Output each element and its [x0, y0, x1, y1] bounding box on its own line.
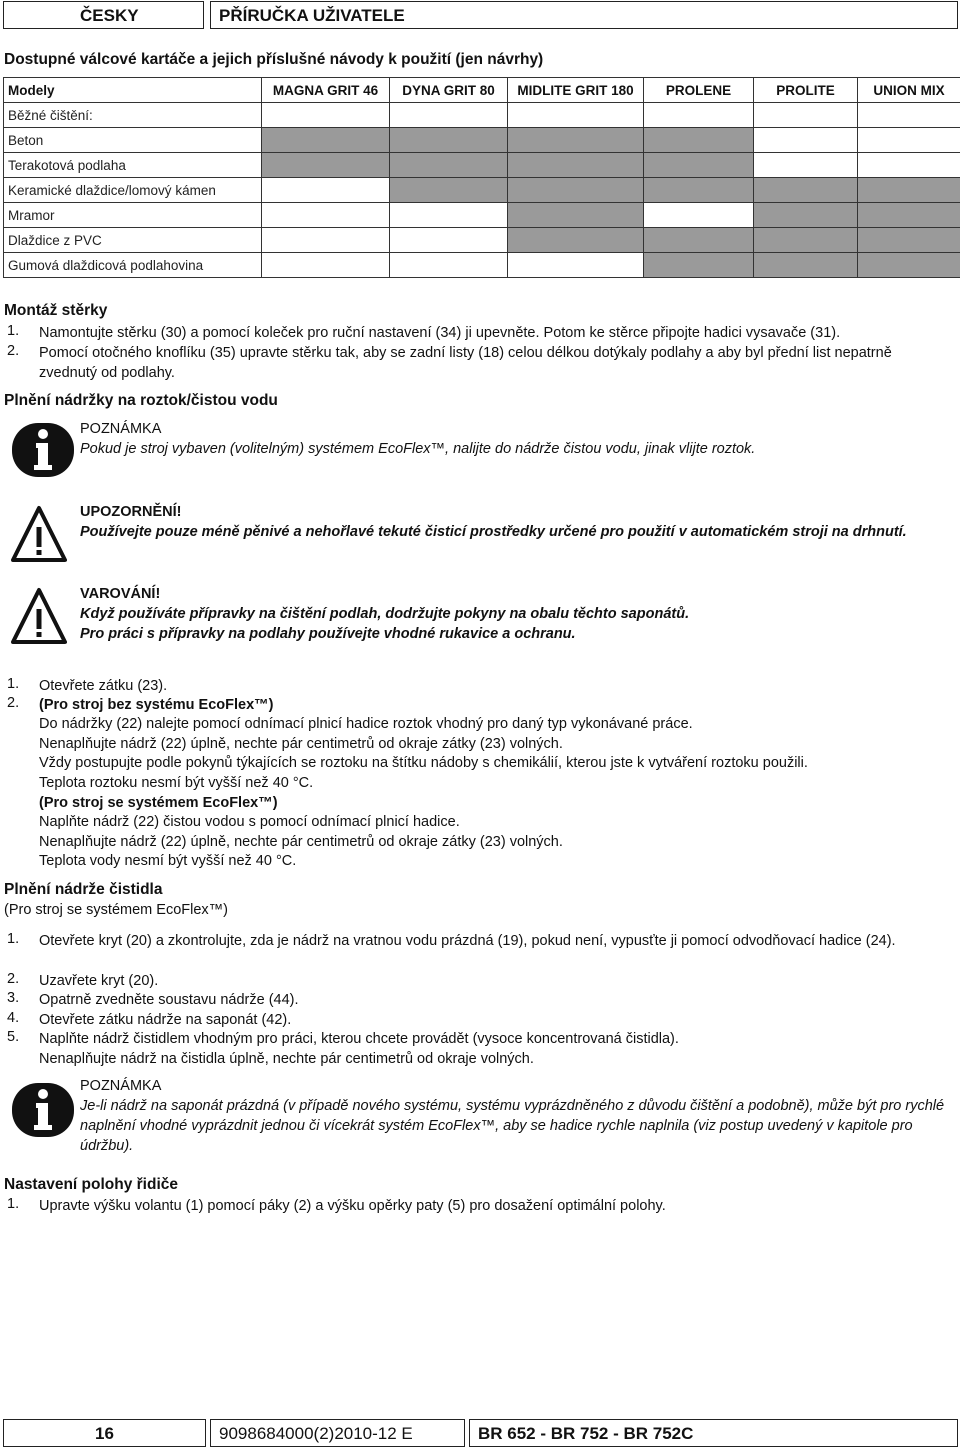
- empty-cell: [262, 253, 390, 278]
- empty-cell: [644, 203, 754, 228]
- tank-step-2-line: Nenaplňujte nádrž (22) úplně, nechte pár centimetrů od okraje zátky (23) volných.: [39, 736, 563, 752]
- step-number: 2.: [7, 695, 20, 711]
- table-row: [4, 128, 960, 153]
- column-header: PROLITE: [754, 78, 858, 103]
- driver-step-1: Upravte výšku volantu (1) pomocí páky (2) a výšku opěrky paty (5) pro dosažení optimální polohy.: [39, 1198, 666, 1214]
- column-header: Modely: [4, 78, 262, 103]
- recommended-cell: [390, 128, 508, 153]
- tank-step-1: Otevřete zátku (23).: [39, 678, 168, 694]
- driver-title: Nastavení polohy řidiče: [4, 1176, 178, 1193]
- language-label: ČESKY: [3, 1, 204, 29]
- detergent-step-3: Opatrně zvedněte soustavu nádrže (44).: [39, 992, 299, 1008]
- detergent-step-5-extra: Nenaplňujte nádrž na čistidla úplně, nechte pár centimetrů od okraje volných.: [39, 1051, 534, 1067]
- empty-cell: [754, 153, 858, 178]
- brush-table: [3, 77, 960, 278]
- table-row: [4, 253, 960, 278]
- note-text: Je-li nádrž na saponát prázdná (v případě nového systému, systému vyprázdněného z důvodu čištění a podobně), může být pro rychlé naplnění vhodné vyprázdnit jednou či vícekrát systém EcoFlex™, aby se hadice rychle naplnila (viz postup uvedený v kapitole pro údržbu).: [80, 1098, 945, 1154]
- empty-cell: [754, 103, 858, 128]
- recommended-cell: [644, 178, 754, 203]
- tank-step-2b-head: (Pro stroj se systémem EcoFlex™): [39, 795, 278, 811]
- table-body: [4, 103, 960, 278]
- brush-table-title: Dostupné válcové kartáče a jejich příslušné návody k použití (jen návrhy): [4, 51, 544, 68]
- step-number: 4.: [7, 1010, 20, 1026]
- recommended-cell: [390, 153, 508, 178]
- empty-cell: [262, 203, 390, 228]
- tank-step-2-line: Teplota roztoku nesmí být vyšší než 40 °C.: [39, 775, 314, 791]
- warning-line-2: Pro práci s přípravky na podlahy používejte vhodné rukavice a ochranu.: [80, 626, 576, 642]
- squeegee-step-1: Namontujte stěrku (30) a pomocí koleček pro ruční nastavení (34) ji upevněte. Potom ke stěrce připojte hadici vysavače (31).: [39, 325, 841, 341]
- table-row: [4, 153, 960, 178]
- empty-cell: [390, 228, 508, 253]
- row-label: Mramor: [4, 203, 262, 228]
- table-row: [4, 178, 960, 203]
- empty-cell: [644, 103, 754, 128]
- empty-cell: [508, 253, 644, 278]
- model-label: BR 652 - BR 752 - BR 752C: [469, 1419, 958, 1447]
- empty-cell: [754, 128, 858, 153]
- step-number: 1.: [7, 323, 20, 339]
- recommended-cell: [390, 178, 508, 203]
- info-icon: [12, 423, 74, 477]
- note-label: POZNÁMKA: [80, 1078, 162, 1094]
- recommended-cell: [644, 128, 754, 153]
- column-header: DYNA GRIT 80: [390, 78, 508, 103]
- empty-cell: [390, 253, 508, 278]
- recommended-cell: [858, 228, 960, 253]
- recommended-cell: [858, 178, 960, 203]
- warning-label: VAROVÁNÍ!: [80, 586, 161, 602]
- recommended-cell: [262, 128, 390, 153]
- empty-cell: [858, 128, 960, 153]
- row-label: Dlaždice z PVC: [4, 228, 262, 253]
- caution-label: UPOZORNĚNÍ!: [80, 504, 182, 520]
- empty-cell: [858, 103, 960, 128]
- step-number: 1.: [7, 931, 20, 947]
- table-row: [4, 228, 960, 253]
- detergent-title: Plnění nádrže čistidla: [4, 881, 163, 898]
- empty-cell: [262, 103, 390, 128]
- squeegee-title: Montáž stěrky: [4, 302, 108, 319]
- recommended-cell: [858, 203, 960, 228]
- row-label: Keramické dlaždice/lomový kámen: [4, 178, 262, 203]
- detergent-step-4: Otevřete zátku nádrže na saponát (42).: [39, 1012, 292, 1028]
- info-icon: [12, 1083, 74, 1137]
- table-header-row: [4, 78, 960, 103]
- recommended-cell: [508, 178, 644, 203]
- column-header: MAGNA GRIT 46: [262, 78, 390, 103]
- tank-step-2b-line: Teplota vody nesmí být vyšší než 40 °C.: [39, 853, 297, 869]
- recommended-cell: [508, 203, 644, 228]
- detergent-subtitle: (Pro stroj se systémem EcoFlex™): [4, 902, 228, 918]
- empty-cell: [262, 178, 390, 203]
- recommended-cell: [858, 253, 960, 278]
- document-code: 9098684000(2)2010-12 E: [210, 1419, 465, 1447]
- empty-cell: [508, 103, 644, 128]
- step-number: 2.: [7, 971, 20, 987]
- row-label: Gumová dlaždicová podlahovina: [4, 253, 262, 278]
- recommended-cell: [754, 178, 858, 203]
- tank-step-2-line: Vždy postupujte podle pokynů týkajících se roztoku na štítku nádoby s chemikálií, kterou jste k vytváření roztoku použili.: [39, 755, 808, 771]
- detergent-step-1: Otevřete kryt (20) a zkontrolujte, zda je nádrž na vratnou vodu prázdná (19), pokud není, vypusťte ji pomocí odvodňovací hadice (24).: [39, 933, 896, 949]
- tank-step-2b-line: Nenaplňujte nádrž (22) úplně, nechte pár centimetrů od okraje zátky (23) volných.: [39, 834, 563, 850]
- detergent-step-2: Uzavřete kryt (20).: [39, 973, 159, 989]
- step-number: 2.: [7, 343, 20, 359]
- tank-title: Plnění nádržky na roztok/čistou vodu: [4, 392, 278, 409]
- recommended-cell: [262, 153, 390, 178]
- manual-title: PŘÍRUČKA UŽIVATELE: [210, 1, 958, 29]
- step-number: 3.: [7, 990, 20, 1006]
- detergent-step-5: Naplňte nádrž čistidlem vhodným pro práci, kterou chcete provádět (vysoce koncentrovaná čistidla).: [39, 1031, 679, 1047]
- recommended-cell: [644, 153, 754, 178]
- empty-cell: [390, 203, 508, 228]
- caution-icon: [11, 505, 67, 563]
- note-text: Pokud je stroj vybaven (volitelným) systémem EcoFlex™, nalijte do nádrže čistou vodu, jinak vlijte roztok.: [80, 441, 756, 457]
- recommended-cell: [508, 128, 644, 153]
- recommended-cell: [508, 228, 644, 253]
- caution-text: Používejte pouze méně pěnivé a nehořlavé tekuté čisticí prostředky určené pro použití v automatickém stroji na drhnutí.: [80, 524, 907, 540]
- squeegee-step-2: Pomocí otočného knoflíku (35) upravte stěrku tak, aby se zadní listy (18) celou délkou dotýkaly podlahy a aby byl přední list nepatrně zvednutý od podlahy.: [39, 345, 892, 381]
- step-number: 1.: [7, 1196, 20, 1212]
- tank-step-2-line: Do nádržky (22) nalejte pomocí odnímací plnicí hadice roztok vhodný pro daný typ vykonávané práce.: [39, 716, 693, 732]
- column-header: MIDLITE GRIT 180: [508, 78, 644, 103]
- column-header: UNION MIX: [858, 78, 960, 103]
- page-number: 16: [3, 1419, 206, 1447]
- tank-step-2-head: (Pro stroj bez systému EcoFlex™): [39, 697, 274, 713]
- empty-cell: [390, 103, 508, 128]
- table-row: [4, 103, 960, 128]
- empty-cell: [858, 153, 960, 178]
- recommended-cell: [644, 228, 754, 253]
- recommended-cell: [754, 228, 858, 253]
- recommended-cell: [754, 203, 858, 228]
- recommended-cell: [508, 153, 644, 178]
- warning-icon: [11, 587, 67, 645]
- table-row: [4, 203, 960, 228]
- recommended-cell: [644, 253, 754, 278]
- tank-step-2b-line: Naplňte nádrž (22) čistou vodou s pomocí odnímací plnicí hadice.: [39, 814, 460, 830]
- warning-line-1: Když používáte přípravky na čištění podlah, dodržujte pokyny na obalu těchto saponátů.: [80, 606, 690, 622]
- row-label: Beton: [4, 128, 262, 153]
- recommended-cell: [754, 253, 858, 278]
- column-header: PROLENE: [644, 78, 754, 103]
- row-label: Terakotová podlaha: [4, 153, 262, 178]
- step-number: 1.: [7, 676, 20, 692]
- empty-cell: [262, 228, 390, 253]
- note-label: POZNÁMKA: [80, 421, 162, 437]
- step-number: 5.: [7, 1029, 20, 1045]
- row-label: Běžné čištění:: [4, 103, 262, 128]
